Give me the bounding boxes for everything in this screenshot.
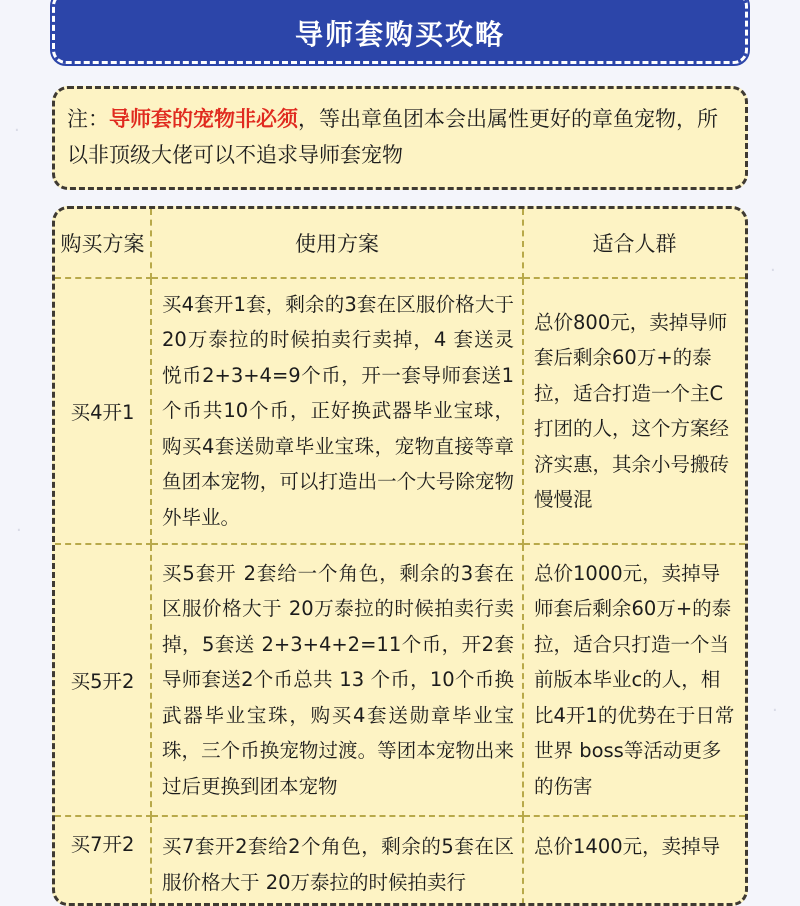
table-row xyxy=(55,816,745,906)
use-plan-cell: 买5套开 2套给一个角色，剩余的3套在区服价格大于 20万泰拉的时候拍卖行卖掉，5套送 2+3+4+2=11个币，开2套导师套送2个币总共 13 个币，10个币换武器毕业宝珠，购买4套送勋章毕业宝珠，三个币换宠物过渡。等团本宠物出来过后更换到团本宠物 xyxy=(151,544,523,816)
use-plan-cell: 买7套开2套给2个角色，剩余的5套在区服价格大于 20万泰拉的时候拍卖行 xyxy=(151,816,523,906)
target-group-cell: 总价800元，卖掉导师套后剩余60万+的泰拉，适合打造一个主C打团的人，这个方案经济实惠，其余小号搬砖慢慢混 xyxy=(523,278,745,544)
note-highlight: 导师套的宠物非必须 xyxy=(109,107,298,131)
buy-plan-cell: 买5开2 xyxy=(55,544,151,816)
plan-table-container xyxy=(52,206,748,906)
note-text: ，等出章鱼团本会出属性更好的章鱼宠物，所以非顶级大佬可以不追求导师套宠物 xyxy=(67,107,718,167)
buy-plan-cell: 买4开1 xyxy=(55,278,151,544)
watermark-speck: · xyxy=(14,120,20,141)
plan-table xyxy=(55,209,745,906)
table-header-row xyxy=(55,209,745,278)
target-group-cell: 总价1400元，卖掉导 xyxy=(523,816,745,906)
watermark-speck: · xyxy=(16,520,22,541)
page-title: 导师套购买攻略 xyxy=(294,18,505,51)
watermark-speck: · xyxy=(770,260,776,281)
table-row xyxy=(55,544,745,816)
note-prefix: 注： xyxy=(67,107,109,131)
target-group-cell: 总价1000元，卖掉导师套后剩余60万+的泰拉，适合只打造一个当前版本毕业c的人，相比4开1的优势在于日常世界 boss等活动更多的伤害 xyxy=(523,544,745,816)
table-row xyxy=(55,278,745,544)
header-use-plan: 使用方案 xyxy=(151,209,523,278)
use-plan-cell: 买4套开1套，剩余的3套在区服价格大于 20万泰拉的时候拍卖行卖掉，4 套送灵悦币2+3+4=9个币，开一套导师套送1个币共10个币，正好换武器毕业宝球，购买4套送勋章毕业宝珠，宠物直接等章鱼团本宠物，可以打造出一个大号除宠物外毕业。 xyxy=(151,278,523,544)
note-box xyxy=(52,86,748,190)
watermark-speck: · xyxy=(772,700,778,721)
header-buy-plan: 购买方案 xyxy=(55,209,151,278)
header-target-group: 适合人群 xyxy=(523,209,745,278)
title-banner xyxy=(52,0,748,64)
buy-plan-cell: 买7开2 xyxy=(55,816,151,906)
